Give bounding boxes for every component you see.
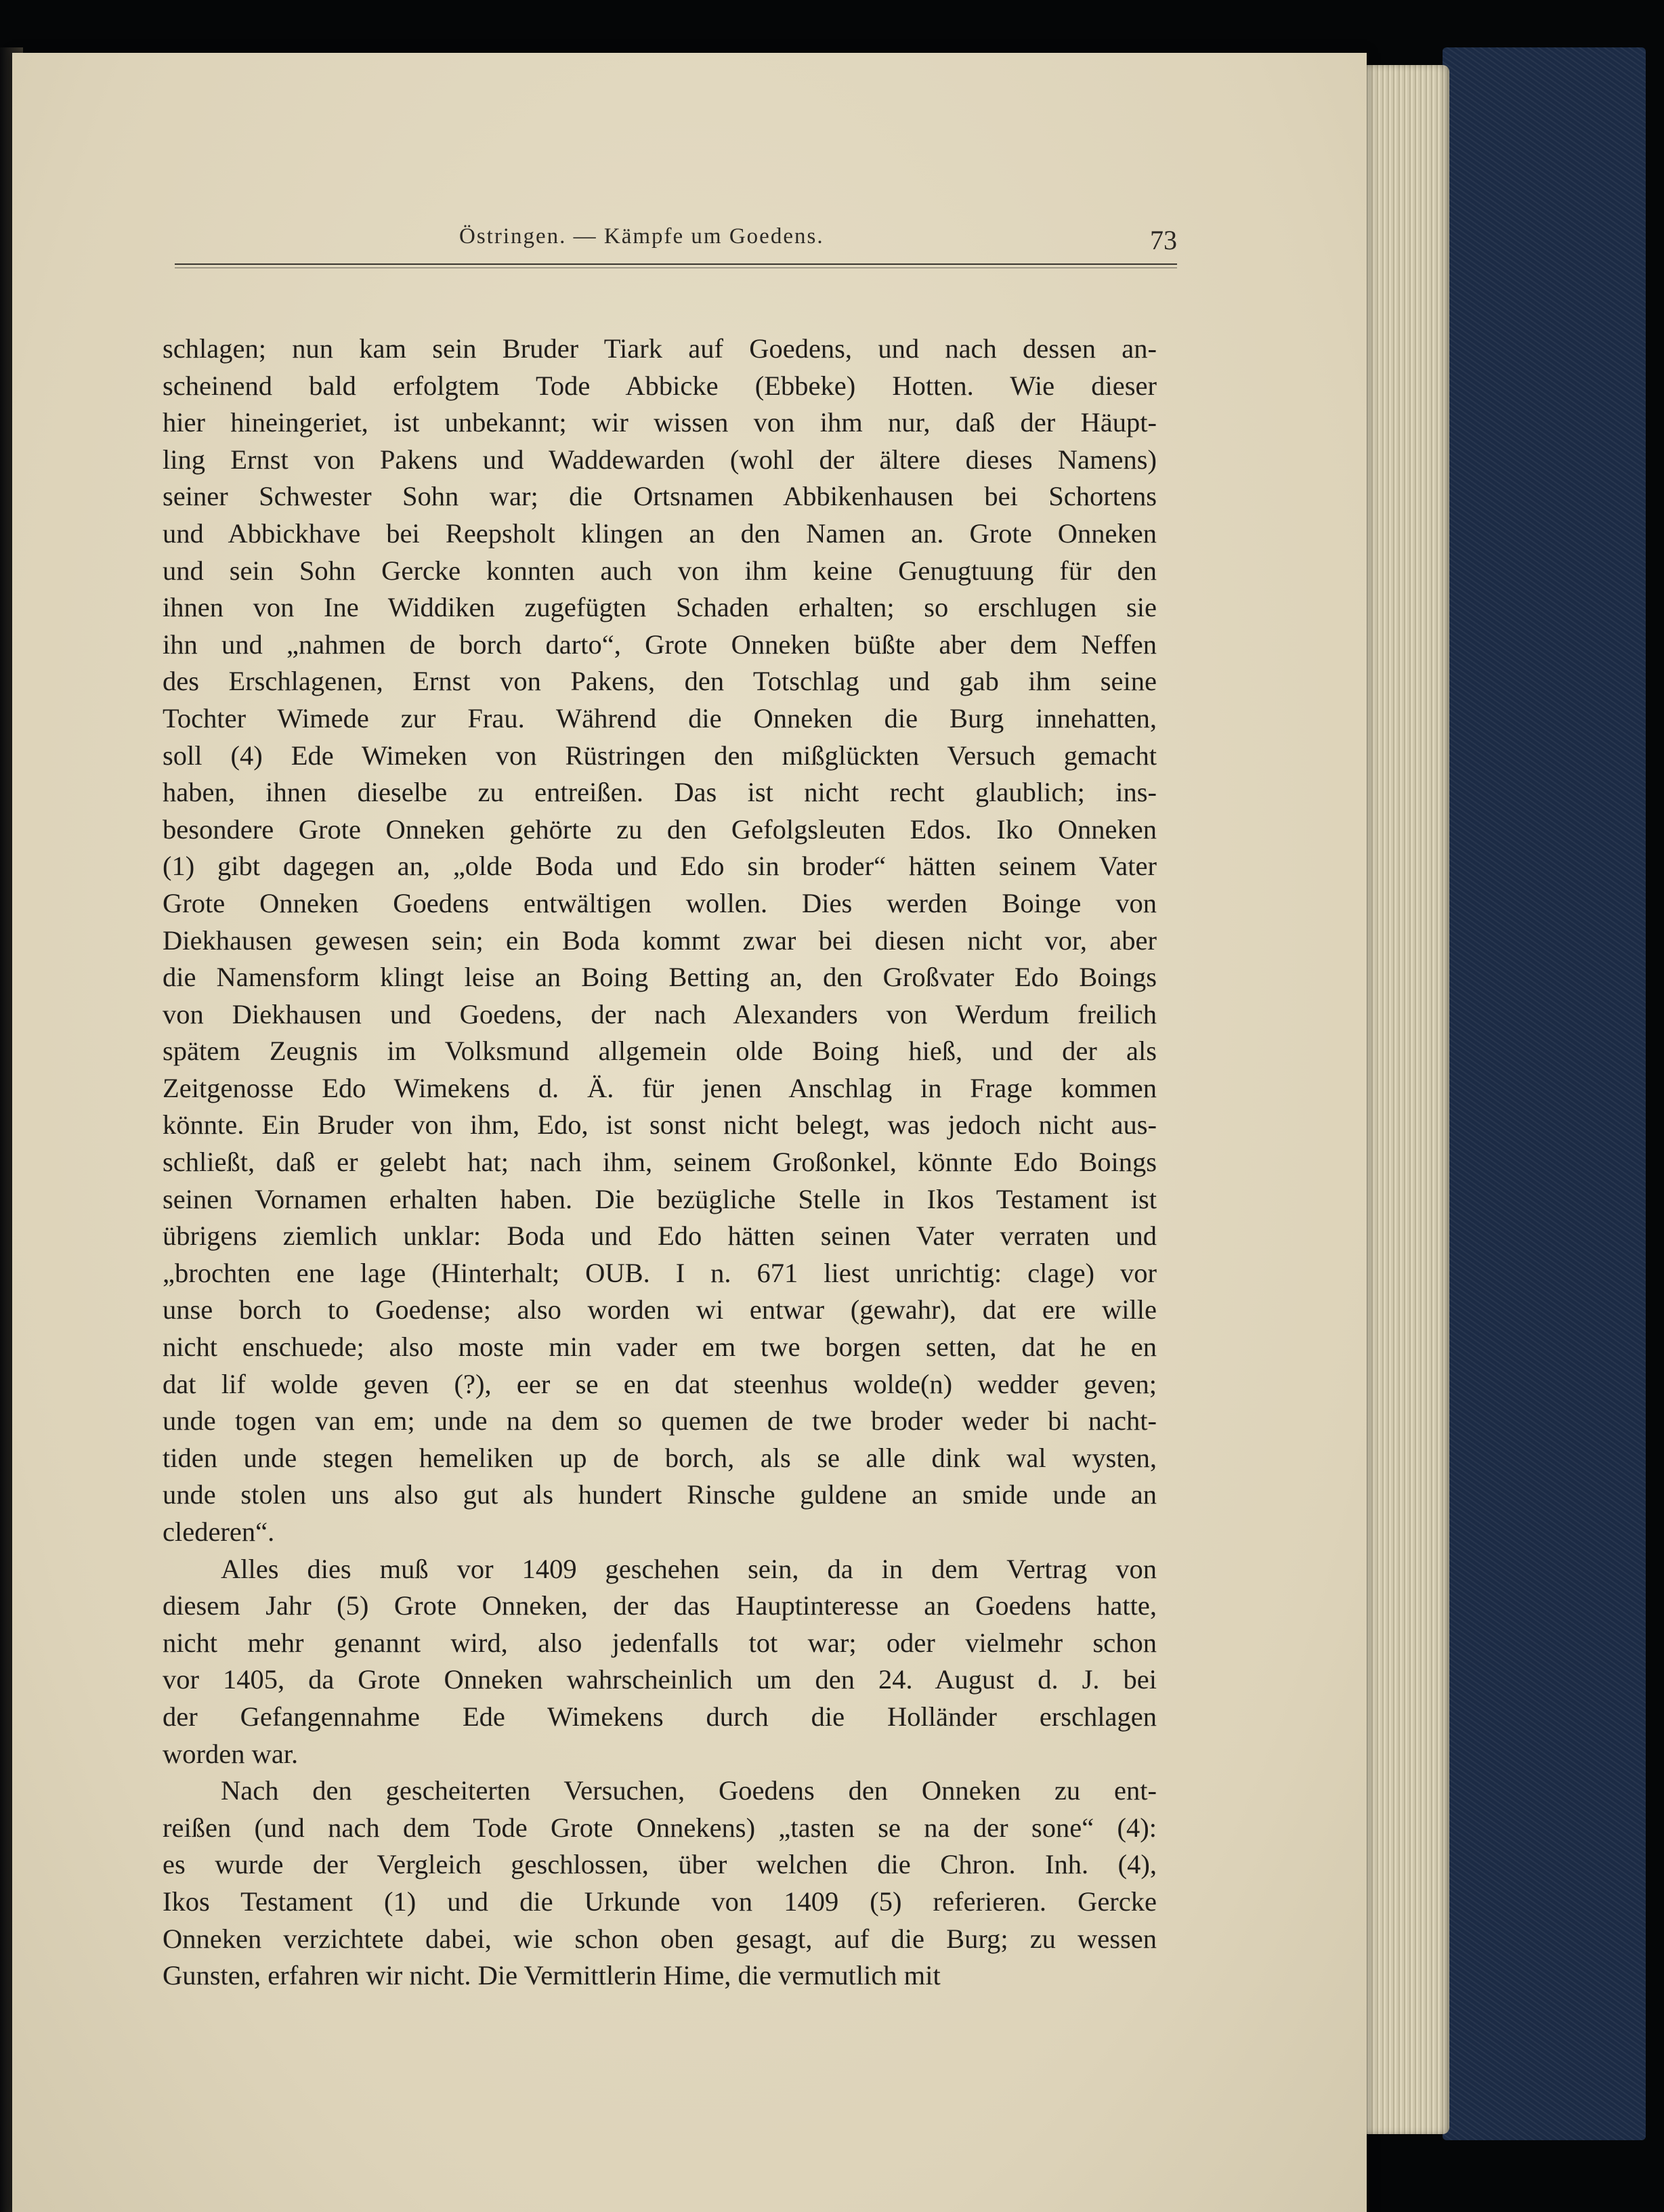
text-line: besondere Grote Onneken gehörte zu den Gefolgsleuten Edos. Iko Onneken — [163, 813, 1157, 845]
text-line: und sein Sohn Gercke konnten auch von ihm keine Genugtuung für den — [163, 555, 1157, 586]
text-line: Gunsten, erfahren wir nicht. Die Vermittlerin Hime, die vermutlich mit — [163, 1960, 941, 1991]
text-line: „brochten ene lage (Hinterhalt; OUB. I n. 671 liest unrichtig: clage) vor — [163, 1257, 1157, 1288]
body-text — [163, 331, 1157, 1995]
running-head — [175, 205, 1177, 253]
text-line: es wurde der Vergleich geschlossen, über welchen die Chron. Inh. (4), — [163, 1849, 1157, 1880]
text-line: die Namensform klingt leise an Boing Betting an, den Großvater Edo Boings — [163, 962, 1157, 993]
header-rule — [175, 263, 1177, 265]
paragraph — [163, 1551, 1157, 1773]
text-line: dat lif wolde geven (?), eer se en dat steenhus wolde(n) wedder geven; — [163, 1368, 1157, 1399]
page-number: 73 — [1150, 225, 1177, 255]
book-cover-edge — [1443, 47, 1646, 2140]
text-line: diesem Jahr (5) Grote Onneken, der das Hauptinteresse an Goedens hatte, — [163, 1590, 1157, 1621]
text-line: Alles dies muß vor 1409 geschehen sein, da in dem Vertrag von — [221, 1553, 1157, 1584]
text-line: unde stolen uns also gut als hundert Rinsche guldene an smide unde an — [163, 1479, 1157, 1510]
text-line: Diekhausen gewesen sein; ein Boda kommt zwar bei diesen nicht vor, aber — [163, 924, 1157, 956]
text-line: ling Ernst von Pakens und Waddewarden (wohl der ältere dieses Namens) — [163, 444, 1157, 475]
text-line: soll (4) Ede Wimeken von Rüstringen den mißglückten Versuch gemacht — [163, 740, 1157, 771]
text-line: von Diekhausen und Goedens, der nach Alexanders von Werdum freilich — [163, 998, 1157, 1029]
text-line: des Erschlagenen, Ernst von Pakens, den Totschlag und gab ihm seine — [163, 666, 1157, 697]
text-line: ihnen von Ine Widdiken zugefügten Schaden erhalten; so erschlugen sie — [163, 592, 1157, 623]
text-line: Grote Onneken Goedens entwältigen wollen. Dies werden Boinge von — [163, 887, 1157, 918]
text-line: Nach den gescheiterten Versuchen, Goedens den Onneken zu ent- — [221, 1775, 1157, 1806]
text-line: reißen (und nach dem Tode Grote Onnekens) „tasten se na der sone“ (4): — [163, 1812, 1157, 1843]
text-line: clederen“. — [163, 1516, 275, 1547]
text-line: Zeitgenosse Edo Wimekens d. Ä. für jenen Anschlag in Frage kommen — [163, 1072, 1157, 1103]
text-line: der Gefangennahme Ede Wimekens durch die Holländer erschlagen — [163, 1701, 1157, 1732]
text-line: tiden unde stegen hemeliken up de borch, als se alle dink wal wysten, — [163, 1442, 1157, 1473]
text-line: Ikos Testament (1) und die Urkunde von 1409 (5) referieren. Gercke — [163, 1886, 1157, 1917]
text-line: nicht mehr genannt wird, also jedenfalls tot war; oder vielmehr schon — [163, 1627, 1157, 1658]
text-line: Tochter Wimede zur Frau. Während die Onneken die Burg innehatten, — [163, 702, 1157, 733]
book-page — [12, 53, 1367, 2212]
text-line: unde togen van em; unde na dem so quemen de twe broder weder bi nacht- — [163, 1405, 1157, 1437]
text-line: nicht enschuede; also moste min vader em twe borgen setten, dat he en — [163, 1332, 1157, 1363]
text-line: schlagen; nun kam sein Bruder Tiark auf Goedens, und nach dessen an- — [163, 333, 1157, 364]
text-line: worden war. — [163, 1738, 299, 1769]
running-head-title: Östringen. — Kämpfe um Goedens. — [459, 224, 824, 249]
text-line: seiner Schwester Sohn war; die Ortsnamen Abbikenhausen bei Schortens — [163, 481, 1157, 512]
paragraph — [163, 331, 1157, 1551]
text-line: schließt, daß er gelebt hat; nach ihm, seinem Großonkel, könnte Edo Boings — [163, 1147, 1157, 1178]
text-line: ihn und „nahmen de borch darto“, Grote Onneken büßte aber dem Neffen — [163, 629, 1157, 660]
text-line: haben, ihnen dieselbe zu entreißen. Das ist nicht recht glaublich; ins- — [163, 777, 1157, 808]
text-line: hier hineingeriet, ist unbekannt; wir wissen von ihm nur, daß der Häupt- — [163, 407, 1157, 438]
text-line: übrigens ziemlich unklar: Boda und Edo hätten seinen Vater verraten und — [163, 1220, 1157, 1252]
paragraph — [163, 1772, 1157, 1995]
text-line: (1) gibt dagegen an, „olde Boda und Edo sin broder“ hätten seinem Vater — [163, 851, 1157, 882]
text-line: könnte. Ein Bruder von ihm, Edo, ist sonst nicht belegt, was jedoch nicht aus- — [163, 1109, 1157, 1141]
text-line: scheinend bald erfolgtem Tode Abbicke (Ebbeke) Hotten. Wie dieser — [163, 370, 1157, 401]
text-line: und Abbickhave bei Reepsholt klingen an den Namen an. Grote Onneken — [163, 517, 1157, 549]
text-line: seinen Vornamen erhalten haben. Die bezügliche Stelle in Ikos Testament ist — [163, 1183, 1157, 1214]
text-line: unse borch to Goedense; also worden wi entwar (gewahr), dat ere wille — [163, 1294, 1157, 1325]
text-line: vor 1405, da Grote Onneken wahrscheinlich um den 24. August d. J. bei — [163, 1664, 1157, 1695]
text-line: spätem Zeugnis im Volksmund allgemein olde Boing hieß, und der als — [163, 1036, 1157, 1067]
text-line: Onneken verzichtete dabei, wie schon oben gesagt, auf die Burg; zu wessen — [163, 1923, 1157, 1954]
